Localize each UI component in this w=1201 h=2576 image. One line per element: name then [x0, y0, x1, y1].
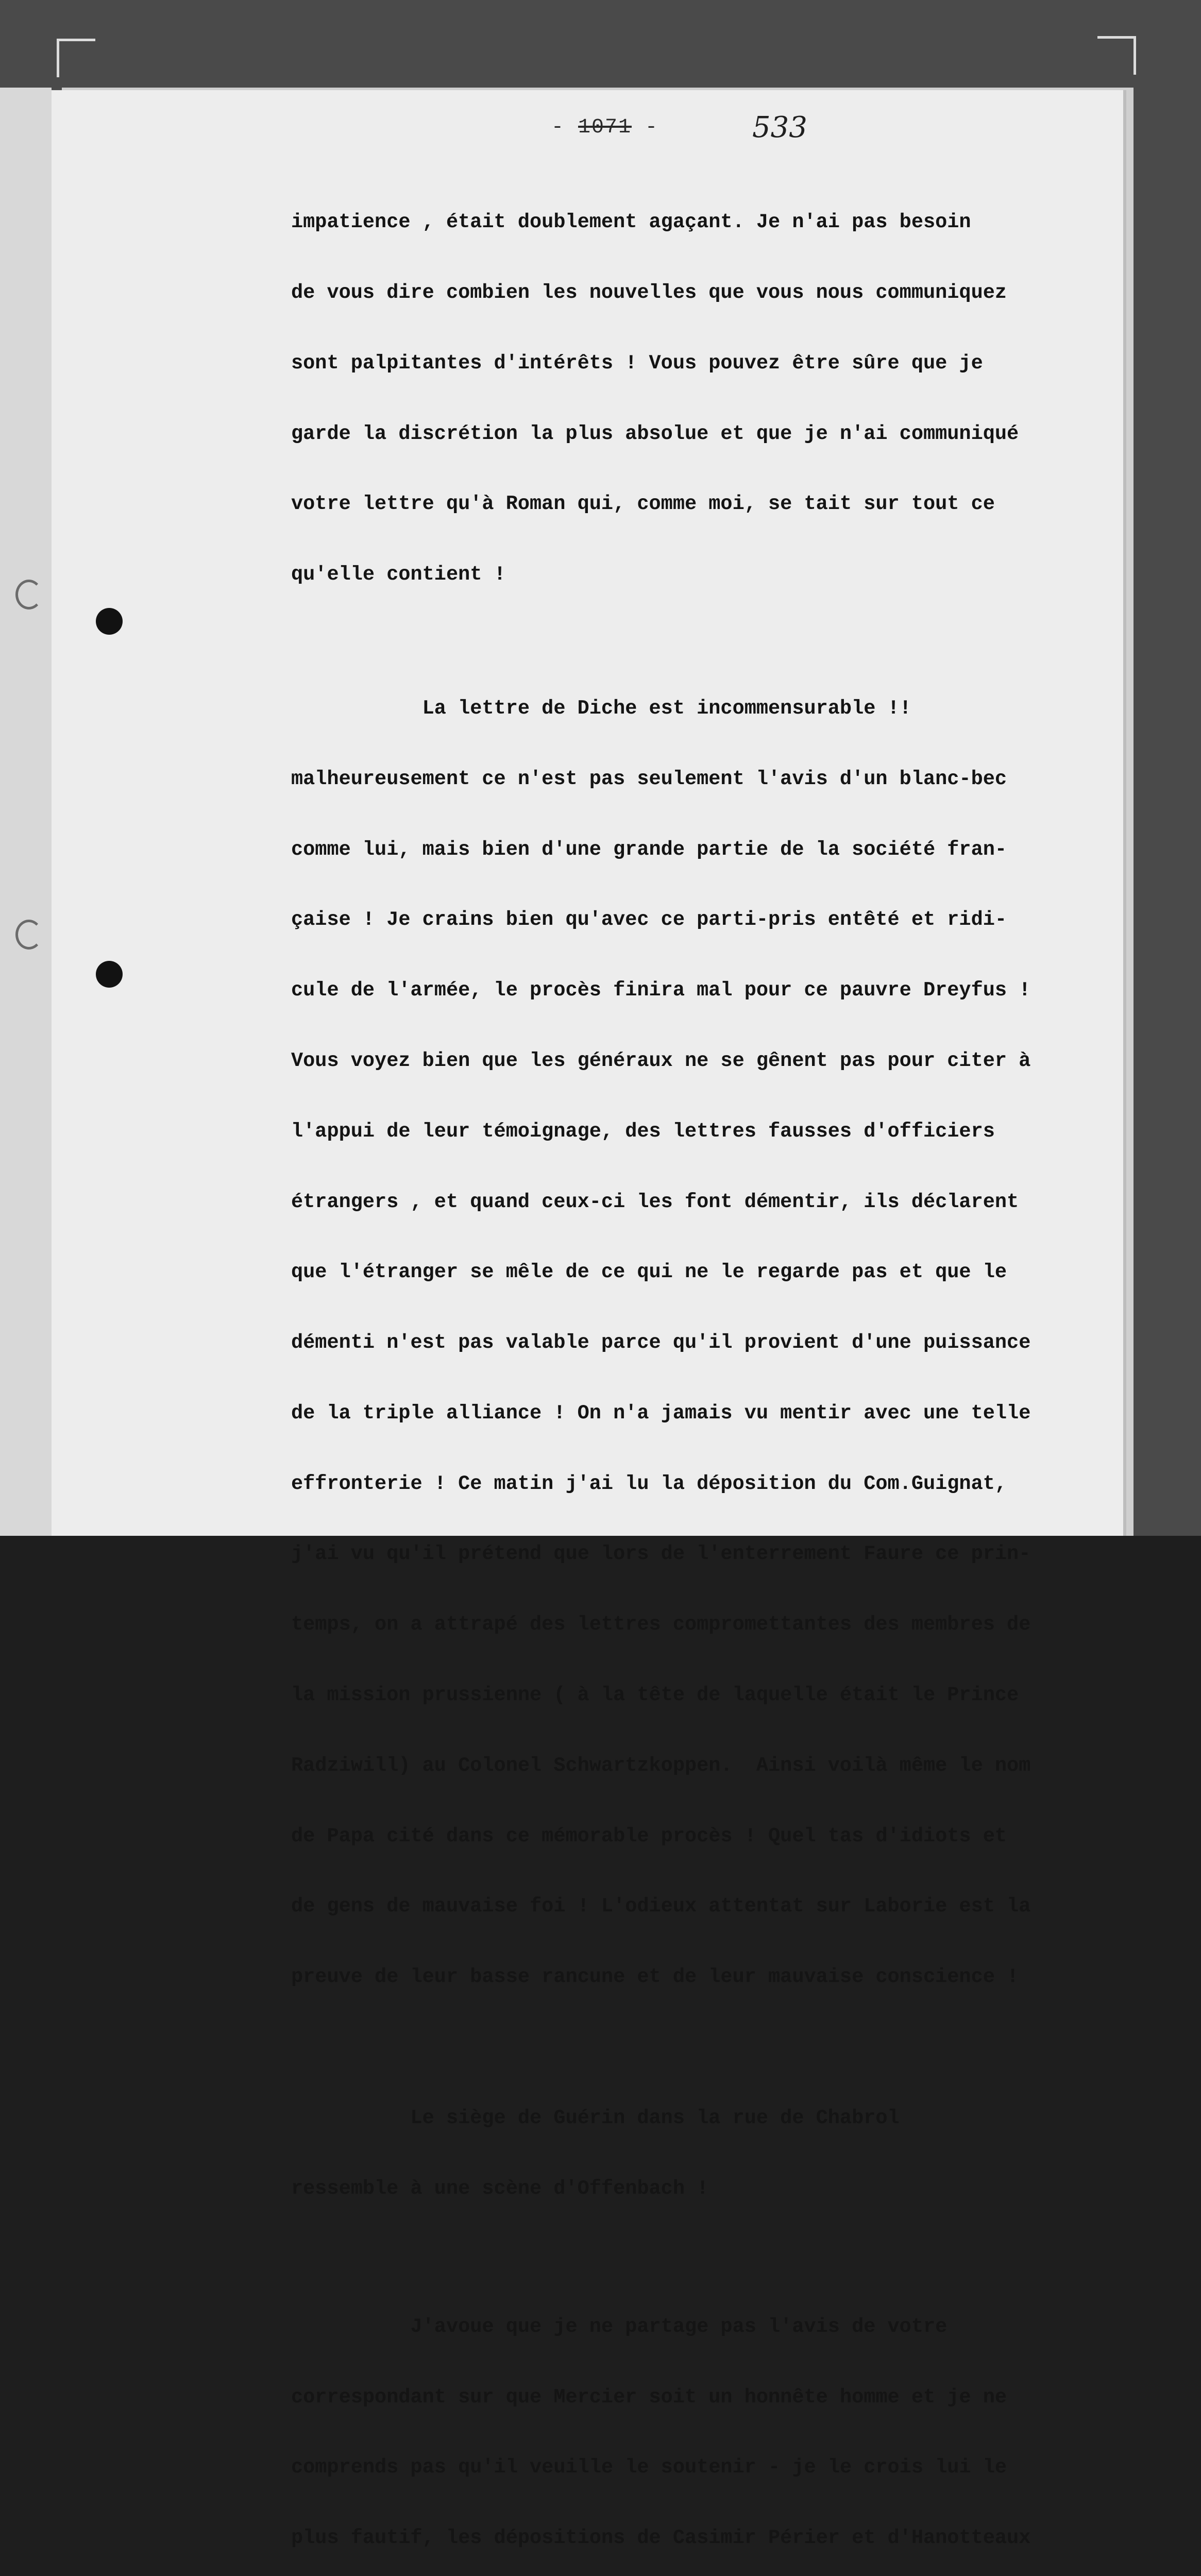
text-line: la mission prussienne ( à la tête de laquelle était le Prince	[291, 1684, 1019, 1706]
text-line: sont palpitantes d'intérêts ! Vous pouvez être sûre que je	[291, 351, 983, 375]
binder-strip	[0, 88, 52, 1536]
handwritten-folio-number: 533	[752, 111, 807, 144]
typed-page-number: - 1071 -	[551, 116, 659, 139]
text-line: que l'étranger se mêle de ce qui ne le regarde pas et que le	[291, 1261, 1007, 1284]
text-line: Vous voyez bien que les généraux ne se gênent pas pour citer à	[291, 1049, 1031, 1072]
text-line: ressemble à une scène d'Offenbach !	[291, 2177, 709, 2200]
text-line: démenti n'est pas valable parce qu'il provient d'une puissance	[291, 1331, 1031, 1354]
text-line: effronterie ! Ce matin j'ai lu la déposition du Com.Guignat,	[291, 1472, 1007, 1495]
text-line: l'appui de leur témoignage, des lettres fausses d'officiers	[291, 1120, 995, 1143]
punch-hole-icon	[96, 961, 123, 988]
text-line: plus fautif, les dépositions de Casimir Périer et d'Hanotteaux	[291, 2527, 1031, 2550]
struck-folio-number: 1071	[578, 116, 632, 139]
text-line: votre lettre qu'à Roman qui, comme moi, se tait sur tout ce	[291, 493, 995, 516]
text-line: j'ai vu qu'il prétend que lors de l'enterrement Faure ce prin-	[291, 1543, 1031, 1566]
text-line: impatience , était doublement agaçant. Je n'ai pas besoin	[291, 211, 971, 234]
text-line: Le siège de Guérin dans la rue de Chabrol	[291, 2107, 900, 2130]
binder-ring-icon	[15, 920, 42, 950]
text-line: de gens de mauvaise foi ! L'odieux attentat sur Laborie est la	[291, 1895, 1031, 1918]
text-line: garde la discrétion la plus absolue et que je n'ai communiqué	[291, 422, 1019, 445]
text-line: correspondant sur que Mercier soit un honnête homme et je ne	[291, 2385, 1007, 2409]
crop-mark-top-right	[1097, 36, 1136, 75]
text-line: La lettre de Diche est incommensurable !!	[291, 697, 911, 720]
text-line: étrangers , et quand ceux-ci les font démentir, ils déclarent	[291, 1190, 1019, 1213]
text-line: J'avoue que je ne partage pas l'avis de votre	[291, 2315, 948, 2338]
text-line: de la triple alliance ! On n'a jamais vu mentir avec une telle	[291, 1401, 1031, 1425]
text-line: qu'elle contient !	[291, 563, 506, 586]
text-line: comme lui, mais bien d'une grande partie de la société fran-	[291, 838, 1007, 861]
text-line: temps, on a attrapé des lettres compromettantes des membres de	[291, 1613, 1031, 1636]
text-line: cule de l'armée, le procès finira mal pour ce pauvre Dreyfus !	[291, 979, 1031, 1002]
binder-ring-icon	[15, 580, 42, 609]
text-line: preuve de leur basse rancune et de leur mauvaise conscience !	[291, 1965, 1019, 1989]
text-line: malheureusement ce n'est pas seulement l'avis d'un blanc-bec	[291, 767, 1007, 790]
letter-body	[291, 164, 1136, 2576]
punch-hole-icon	[96, 608, 123, 635]
text-line: Radziwill) au Colonel Schwartzkoppen. Ainsi voilà même le nom	[291, 1754, 1031, 1777]
text-line: comprends pas qu'il veuille le soutenir - je le crois lui le	[291, 2456, 1007, 2479]
text-line: de vous dire combien les nouvelles que vous nous communiquez	[291, 281, 1007, 304]
text-line: de Papa cité dans ce mémorable procès ! Quel tas d'idiots et	[291, 1824, 1007, 1848]
text-line: çaise ! Je crains bien qu'avec ce parti-pris entêté et ridi-	[291, 908, 1007, 931]
crop-mark-top-left	[57, 39, 95, 77]
